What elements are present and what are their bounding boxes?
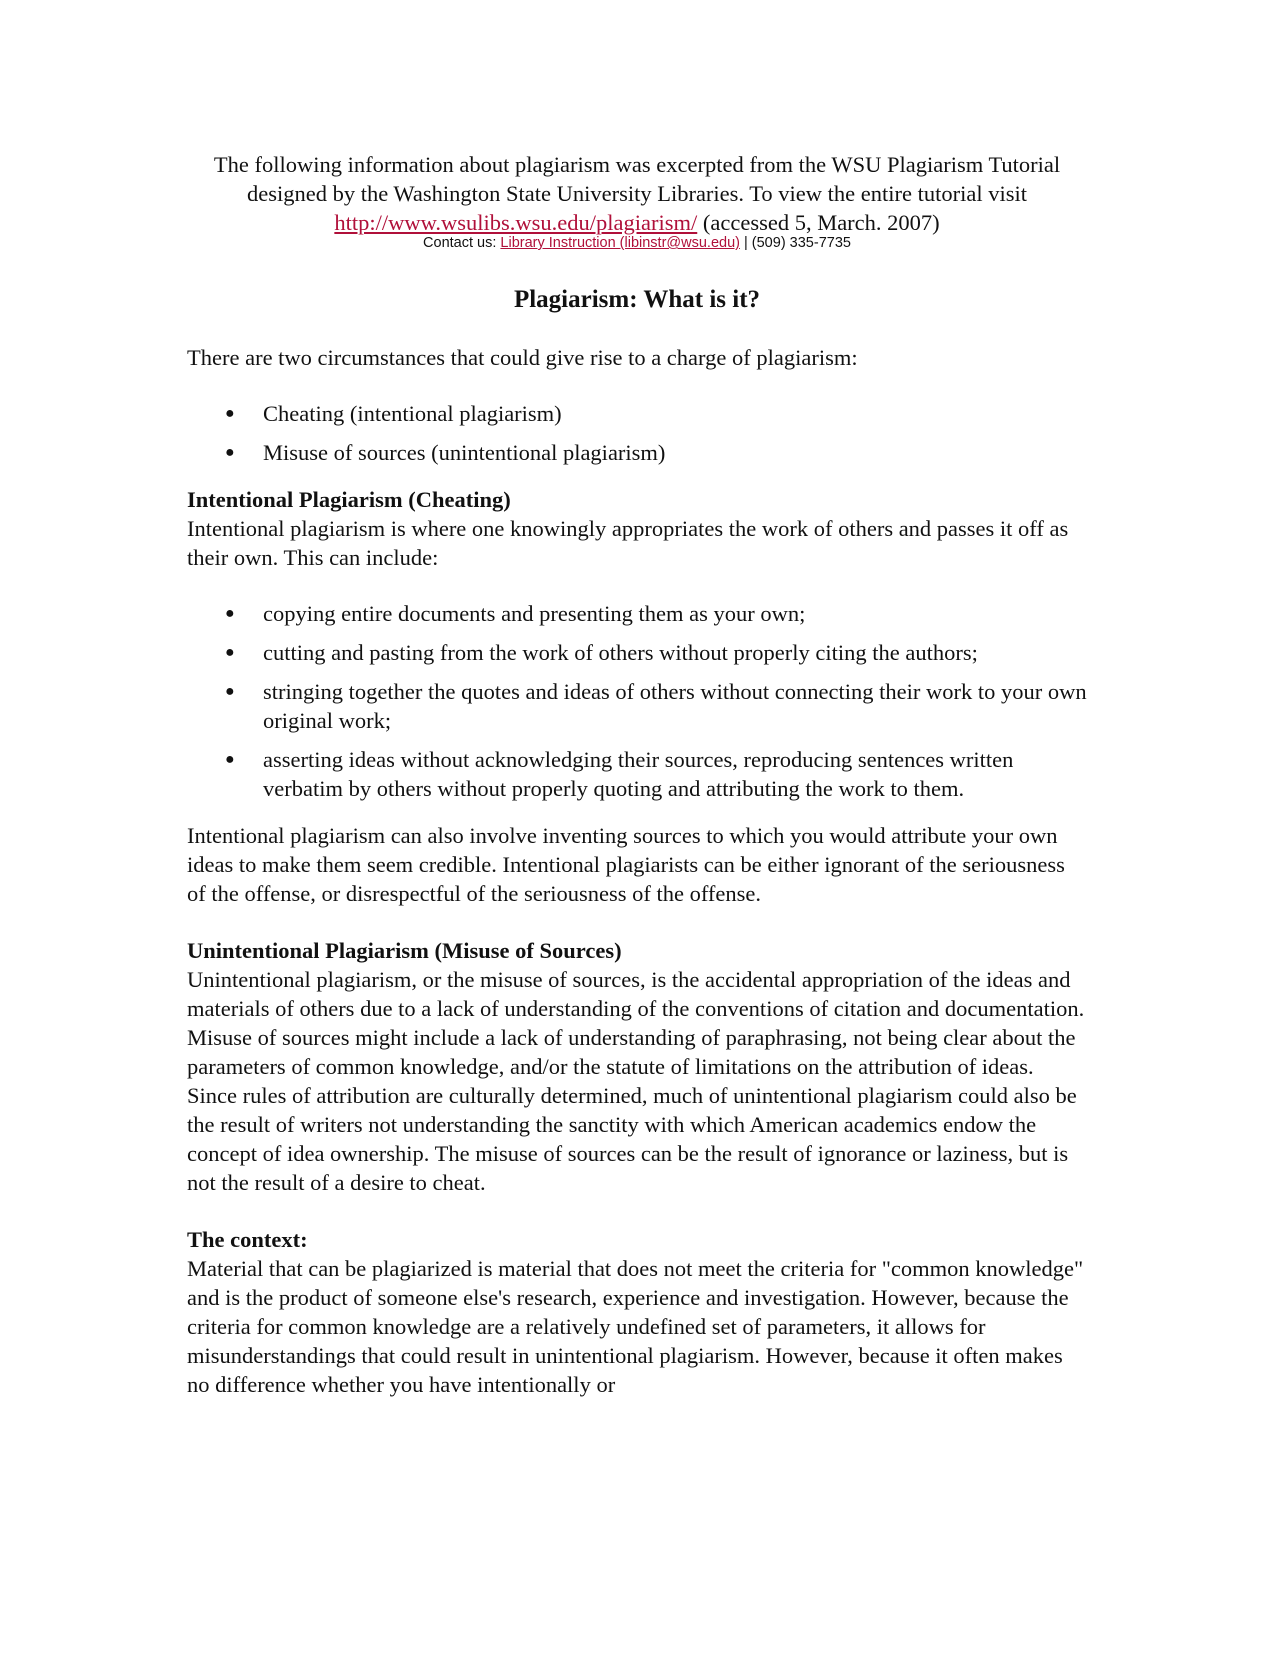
intentional-closing: Intentional plagiarism can also involve inventing sources to which you would attribute your own ideas to make them seem credible. Intentional plagiarists can be either ignorant of the seriousness of the offense, or disrespectful of the seriousness of the offense. [187,823,1065,906]
list-item [187,438,1087,467]
intro-text: The following information about plagiarism was excerpted from the WSU Plagiarism Tutorial designed by the Washington State University Libraries. To view the entire tutorial visit [213,152,1061,206]
list-item [187,677,1087,735]
contact-line [187,235,1087,251]
library-instruction-link[interactable]: Library Instruction (libinstr@wsu.edu) [500,235,740,251]
context-heading: The context: [187,1227,308,1252]
unintentional-body: Unintentional plagiarism, or the misuse of sources, is the accidental appropriation of the ideas and materials of others due to a lack of understanding of the conventions of citation and documentation. Misuse of sources might include a lack of understanding of paraphrasing, not being clear about the parameters of common knowledge, and/or the statute of limitations on the attribution of ideas. Since rules of attribution are culturally determined, much of unintentional plagiarism could also be the result of writers not understanding the sanctity with which American academics endow the concept of idea ownership. The misuse of sources can be the result of ignorance or laziness, but is not the result of a desire to cheat. [187,967,1085,1195]
bullet-icon: ● [225,405,235,422]
list-item [187,399,1087,428]
list-item-text: asserting ideas without acknowledging their sources, reproducing sentences written verbatim by others without properly quoting and attributing the work to them. [263,747,1014,801]
unintentional-heading: Unintentional Plagiarism (Misuse of Sources) [187,938,622,963]
context-body: Material that can be plagiarized is material that does not meet the criteria for "common knowledge" and is the product of someone else's research, experience and investigation. However, because the criteria for common knowledge are a relatively undefined set of parameters, it allows for misunderstandings that could result in unintentional plagiarism. However, because it often makes no difference whether you have intentionally or [187,1256,1084,1397]
bullet-icon: ● [225,683,235,700]
intentional-examples-list [187,599,1087,803]
list-item-text: Misuse of sources (unintentional plagiarism) [263,440,666,465]
bullet-icon: ● [225,751,235,768]
list-item-text: copying entire documents and presenting them as your own; [263,601,806,626]
page-title: Plagiarism: What is it? [513,286,761,313]
document-page [187,150,1087,1399]
circumstances-list [187,399,1087,467]
list-item [187,745,1087,803]
list-item-text: cutting and pasting from the work of others without properly citing the authors; [263,640,978,665]
bullet-icon: ● [225,644,235,661]
list-item-text: Cheating (intentional plagiarism) [263,401,562,426]
intentional-body: Intentional plagiarism is where one knowingly appropriates the work of others and passes it off as their own. This can include: [187,516,1069,570]
contact-phone: | (509) 335-7735 [739,235,851,251]
intro-paragraph [187,150,1087,237]
contact-prefix: Contact us: [423,235,501,251]
tutorial-link[interactable]: http://www.wsulibs.wsu.edu/plagiarism/ [334,210,698,235]
list-item-text: stringing together the quotes and ideas of others without connecting their work to your own original work; [263,679,1087,733]
intro-accessed-text: (accessed 5, March. 2007) [697,210,940,235]
lead-paragraph: There are two circumstances that could give rise to a charge of plagiarism: [187,345,858,370]
list-item [187,638,1087,667]
bullet-icon: ● [225,444,235,461]
intentional-heading: Intentional Plagiarism (Cheating) [187,487,511,512]
bullet-icon: ● [225,605,235,622]
list-item [187,599,1087,628]
